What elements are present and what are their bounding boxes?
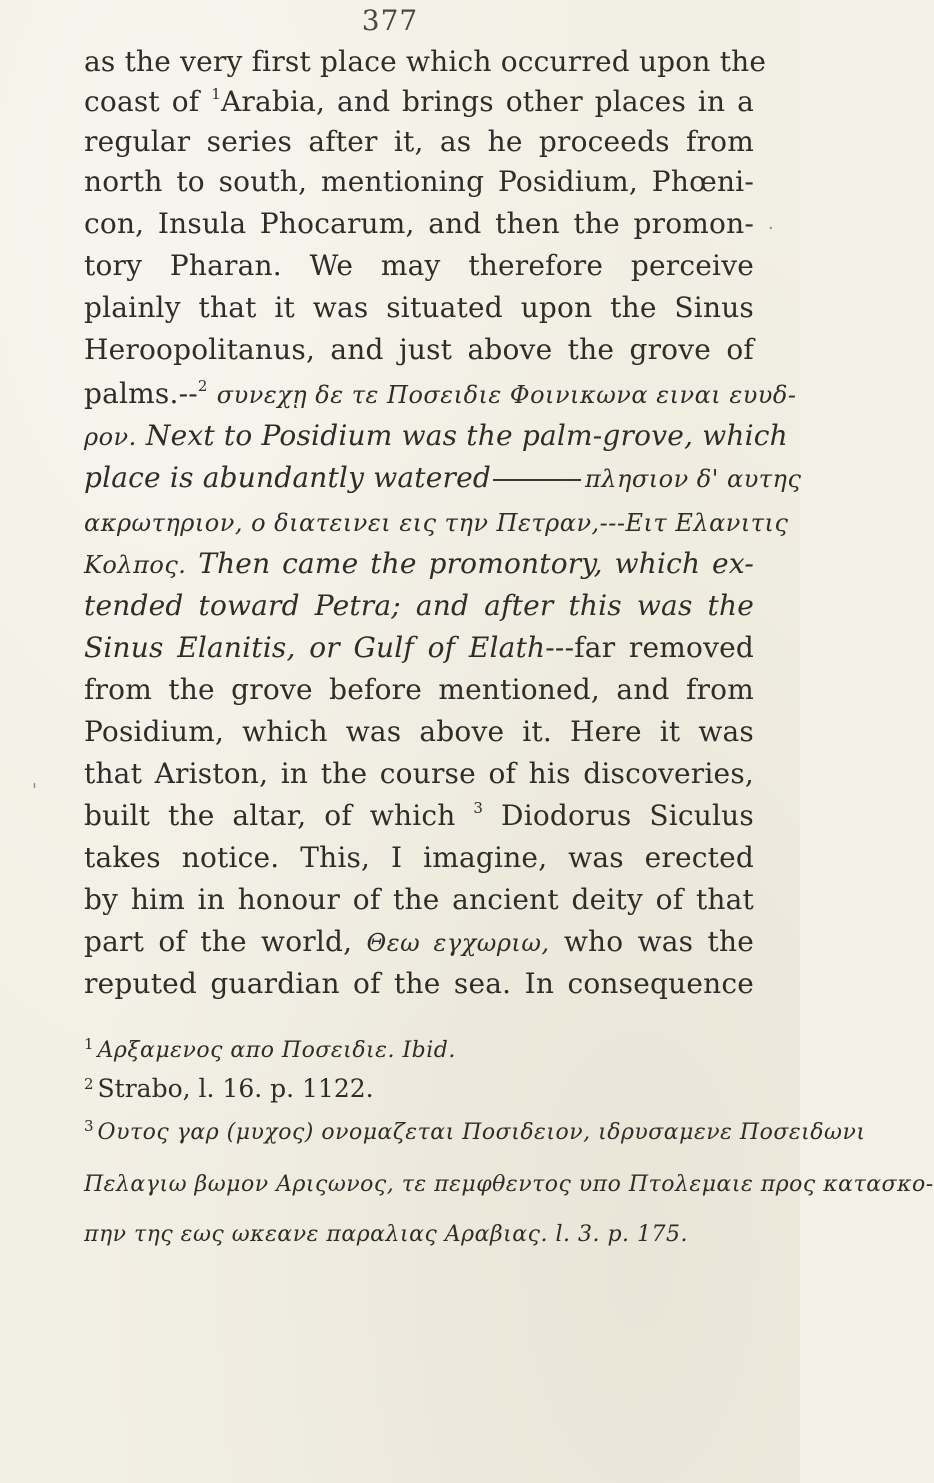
footnote-mark: 2 [84,1075,94,1093]
text-line [84,416,788,457]
greek-quotation: ρον. [84,423,137,451]
footnote-2 [84,1072,764,1109]
text-line [84,544,754,585]
text-line [84,204,754,244]
greek-quotation: πλησιον δ' αυτης [584,465,802,493]
text-line [84,246,754,286]
line-text: Then came the promontory, which ex- [198,547,754,580]
text-line [84,754,754,794]
footnote-text: Ουτος γαρ (μυχος) ονομαζεται Ποσιδειον, ιδρυσαμενε Ποσειδωνι [97,1120,866,1145]
text-line [84,712,754,752]
footnote-ref: 1 [211,85,221,103]
text-line [84,628,754,668]
text-line [84,796,754,840]
text-line [84,502,789,543]
line-text: plainly that it was situated upon the Sinus [84,291,754,324]
line-text: Arabia, and brings other places in a [220,85,755,118]
line-text: north to south, mentioning Posidium, Phœni- [84,165,754,198]
line-text: that Ariston, in the course of his discoveries, [84,757,754,790]
line-text: from the grove before mentioned, and from [84,673,754,706]
greek-quotation: συνεχῃ δε τε Ποσειδιε Φοινικωνα ειναι ευυδ- [216,381,797,409]
footnote-text: Αρξαμενος απο Ποσειδιε. Ibid. [97,1038,456,1063]
greek-quotation: Κολπος. [84,551,187,579]
line-text: place is abundantly watered [84,461,491,494]
line-text: takes notice. This, I imagine, was erected [84,841,754,874]
text-line [84,330,754,370]
line-text: Next to Posidium was the palm-grove, which [145,419,788,452]
footnote-ref: 2 [197,377,208,395]
line-text: built the altar, of which [84,799,456,832]
footnote-text: Πελαγιω βωμον Αριςωνος, τε πεμφθεντος υπο Πτολεμαιε προς κατασκο- [84,1172,934,1197]
footnote-3 [84,1114,866,1151]
page-number: 377 [361,4,419,37]
text-line [84,288,754,328]
text-line [84,964,754,1004]
text-line [84,162,754,202]
line-text: part of the world, [84,925,353,958]
footnote-1 [84,1032,764,1069]
text-line [84,458,802,499]
footnote-text: πην της εως ωκεανε παραλιας Αραβιας. l. 3. p. 175. [84,1222,689,1247]
line-text: coast of [84,85,200,118]
line-text: who was the [563,925,755,958]
footnote-3-continued [84,1216,764,1252]
text-line [84,42,767,82]
greek-quotation: ακρωτηριον, ο διατεινει εις την Πετραν,---Ειτ Ελανιτις [84,509,789,537]
text-line [84,838,754,878]
margin-mark: ' [32,780,37,801]
margin-mark: · [768,218,774,239]
text-line [84,922,754,963]
line-text: Sinus Elanitis, or Gulf of Elath [84,631,546,664]
line-text: as the very first place which occurred upon the [84,45,767,78]
footnote-3-continued [84,1166,934,1202]
line-text: Posidium, which was above it. Here it was [84,715,754,748]
text-line [84,122,754,162]
text-line [84,880,754,920]
line-text: tended toward Petra; and after this was the [84,589,754,622]
line-text: Diodorus Siculus [501,799,754,832]
line-text: tory Pharan. We may therefore perceive [84,249,754,282]
footnote-ref: 3 [473,799,484,817]
dash-rule [493,479,581,481]
footnote-mark: 3 [84,1117,94,1135]
line-text: Heroopolitanus, and just above the grove of [84,333,754,366]
text-line [84,374,797,418]
line-text: regular series after it, as he proceeds from [84,125,754,158]
line-text: ---far removed [545,631,754,664]
footnote-mark: 1 [84,1035,94,1053]
text-line [84,586,754,626]
line-text: palms.-- [84,377,198,410]
greek-quotation: Θεω εγχωριω, [366,929,550,957]
footnote-text: Strabo, l. 16. p. 1122. [97,1074,374,1103]
line-text: reputed guardian of the sea. In consequence [84,967,754,1000]
text-line [84,670,754,710]
line-text: by him in honour of the ancient deity of that [84,883,754,916]
line-text: con, Insula Phocarum, and then the promon- [84,207,754,240]
text-line [84,82,754,126]
